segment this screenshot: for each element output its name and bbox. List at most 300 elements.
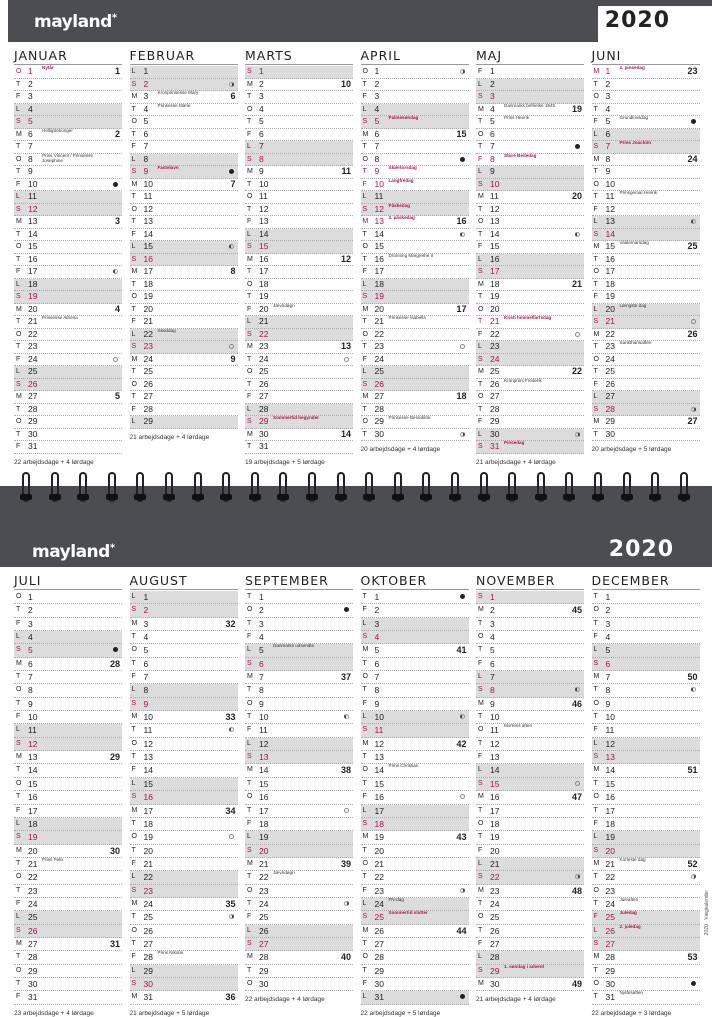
day-row[interactable] [592,379,700,392]
day-row[interactable] [361,684,469,697]
day-row[interactable] [130,216,238,229]
day-row[interactable] [476,266,584,279]
day-row[interactable] [361,711,469,724]
day-row[interactable] [592,166,700,179]
day-row[interactable] [592,951,700,964]
day-row[interactable] [361,429,469,442]
day-row[interactable] [14,711,122,724]
day-row[interactable] [14,631,122,644]
day-row[interactable] [245,204,353,217]
day-row[interactable] [14,66,122,79]
day-row[interactable] [14,591,122,604]
day-row[interactable] [476,684,584,697]
day-row[interactable] [361,591,469,604]
day-row[interactable] [245,898,353,911]
day-row[interactable] [14,191,122,204]
day-row[interactable] [361,644,469,657]
day-row[interactable] [245,116,353,129]
day-row[interactable] [361,618,469,631]
day-row[interactable] [592,658,700,671]
day-row[interactable] [592,91,700,104]
day-row[interactable] [361,341,469,354]
day-row[interactable] [592,751,700,764]
day-row[interactable] [130,66,238,79]
day-row[interactable] [245,845,353,858]
day-row[interactable] [361,764,469,777]
day-row[interactable] [245,925,353,938]
day-row[interactable] [14,404,122,417]
day-row[interactable] [245,279,353,292]
day-row[interactable] [592,858,700,871]
day-row[interactable] [476,154,584,167]
day-row[interactable] [361,216,469,229]
day-row[interactable] [130,644,238,657]
day-row[interactable] [14,871,122,884]
day-row[interactable] [476,724,584,737]
day-row[interactable] [130,191,238,204]
day-row[interactable] [476,845,584,858]
day-row[interactable] [14,429,122,442]
day-row[interactable] [476,951,584,964]
day-row[interactable] [130,341,238,354]
day-row[interactable] [245,366,353,379]
day-row[interactable] [592,316,700,329]
day-row[interactable] [130,805,238,818]
day-row[interactable] [592,898,700,911]
day-row[interactable] [476,764,584,777]
day-row[interactable] [361,354,469,367]
day-row[interactable] [14,858,122,871]
day-row[interactable] [476,631,584,644]
day-row[interactable] [476,604,584,617]
day-row[interactable] [245,416,353,429]
day-row[interactable] [592,885,700,898]
day-row[interactable] [14,644,122,657]
day-row[interactable] [130,618,238,631]
day-row[interactable] [592,831,700,844]
day-row[interactable] [130,104,238,117]
day-row[interactable] [14,604,122,617]
day-row[interactable] [476,911,584,924]
day-row[interactable] [245,241,353,254]
day-row[interactable] [476,751,584,764]
day-row[interactable] [592,416,700,429]
day-row[interactable] [130,229,238,242]
day-row[interactable] [245,738,353,751]
day-row[interactable] [476,204,584,217]
day-row[interactable] [476,416,584,429]
day-row[interactable] [361,604,469,617]
day-row[interactable] [14,166,122,179]
day-row[interactable] [14,441,122,454]
day-row[interactable] [14,254,122,267]
day-row[interactable] [592,618,700,631]
day-row[interactable] [361,266,469,279]
day-row[interactable] [245,591,353,604]
day-row[interactable] [130,711,238,724]
day-row[interactable] [245,711,353,724]
day-row[interactable] [361,751,469,764]
day-row[interactable] [592,604,700,617]
day-row[interactable] [476,831,584,844]
day-row[interactable] [592,404,700,417]
day-row[interactable] [476,354,584,367]
day-row[interactable] [592,154,700,167]
day-row[interactable] [592,241,700,254]
day-row[interactable] [130,818,238,831]
day-row[interactable] [476,129,584,142]
day-row[interactable] [245,871,353,884]
day-row[interactable] [130,658,238,671]
day-row[interactable] [592,266,700,279]
day-row[interactable] [245,391,353,404]
day-row[interactable] [361,254,469,267]
day-row[interactable] [592,191,700,204]
day-row[interactable] [245,229,353,242]
day-row[interactable] [476,818,584,831]
day-row[interactable] [592,818,700,831]
day-row[interactable] [14,738,122,751]
day-row[interactable] [476,644,584,657]
day-row[interactable] [130,631,238,644]
day-row[interactable] [130,738,238,751]
day-row[interactable] [361,229,469,242]
day-row[interactable] [14,366,122,379]
day-row[interactable] [130,129,238,142]
day-row[interactable] [14,204,122,217]
day-row[interactable] [14,751,122,764]
day-row[interactable] [14,279,122,292]
day-row[interactable] [130,391,238,404]
day-row[interactable] [130,751,238,764]
day-row[interactable] [245,631,353,644]
day-row[interactable] [361,831,469,844]
day-row[interactable] [476,116,584,129]
day-row[interactable] [592,204,700,217]
day-row[interactable] [245,141,353,154]
day-row[interactable] [361,316,469,329]
day-row[interactable] [245,764,353,777]
day-row[interactable] [476,229,584,242]
day-row[interactable] [361,366,469,379]
day-row[interactable] [592,66,700,79]
day-row[interactable] [245,179,353,192]
day-row[interactable] [361,991,469,1004]
day-row[interactable] [361,925,469,938]
day-row[interactable] [361,778,469,791]
day-row[interactable] [14,898,122,911]
day-row[interactable] [245,129,353,142]
day-row[interactable] [592,938,700,951]
day-row[interactable] [245,354,353,367]
day-row[interactable] [14,416,122,429]
day-row[interactable] [476,858,584,871]
day-row[interactable] [361,658,469,671]
day-row[interactable] [361,416,469,429]
day-row[interactable] [361,141,469,154]
day-row[interactable] [14,818,122,831]
day-row[interactable] [130,965,238,978]
day-row[interactable] [130,978,238,991]
day-row[interactable] [592,391,700,404]
day-row[interactable] [245,684,353,697]
day-row[interactable] [14,104,122,117]
day-row[interactable] [476,671,584,684]
day-row[interactable] [361,845,469,858]
day-row[interactable] [592,631,700,644]
day-row[interactable] [476,254,584,267]
day-row[interactable] [245,429,353,442]
day-row[interactable] [476,291,584,304]
day-row[interactable] [245,805,353,818]
day-row[interactable] [245,698,353,711]
day-row[interactable] [476,938,584,951]
day-row[interactable] [592,591,700,604]
day-row[interactable] [476,179,584,192]
day-row[interactable] [361,898,469,911]
day-row[interactable] [130,938,238,951]
day-row[interactable] [245,329,353,342]
day-row[interactable] [361,279,469,292]
day-row[interactable] [361,129,469,142]
day-row[interactable] [476,658,584,671]
day-row[interactable] [130,291,238,304]
day-row[interactable] [14,216,122,229]
day-row[interactable] [245,341,353,354]
day-row[interactable] [592,805,700,818]
day-row[interactable] [245,658,353,671]
day-row[interactable] [130,684,238,697]
day-row[interactable] [245,818,353,831]
day-row[interactable] [245,441,353,454]
day-row[interactable] [14,724,122,737]
day-row[interactable] [130,266,238,279]
day-row[interactable] [14,618,122,631]
day-row[interactable] [476,698,584,711]
day-row[interactable] [592,644,700,657]
day-row[interactable] [130,404,238,417]
day-row[interactable] [476,279,584,292]
day-row[interactable] [130,831,238,844]
day-row[interactable] [245,191,353,204]
day-row[interactable] [361,391,469,404]
day-row[interactable] [245,604,353,617]
day-row[interactable] [130,379,238,392]
day-row[interactable] [361,738,469,751]
day-row[interactable] [245,951,353,964]
day-row[interactable] [130,241,238,254]
day-row[interactable] [476,591,584,604]
day-row[interactable] [245,618,353,631]
day-row[interactable] [476,965,584,978]
day-row[interactable] [130,329,238,342]
day-row[interactable] [245,885,353,898]
day-row[interactable] [245,791,353,804]
day-row[interactable] [14,229,122,242]
day-row[interactable] [592,79,700,92]
day-row[interactable] [245,778,353,791]
day-row[interactable] [130,254,238,267]
day-row[interactable] [361,965,469,978]
day-row[interactable] [14,938,122,951]
day-row[interactable] [592,279,700,292]
day-row[interactable] [14,845,122,858]
day-row[interactable] [14,671,122,684]
day-row[interactable] [130,951,238,964]
day-row[interactable] [130,166,238,179]
day-row[interactable] [130,116,238,129]
day-row[interactable] [476,618,584,631]
day-row[interactable] [245,938,353,951]
day-row[interactable] [14,991,122,1004]
day-row[interactable] [130,671,238,684]
day-row[interactable] [476,391,584,404]
day-row[interactable] [476,316,584,329]
day-row[interactable] [592,141,700,154]
day-row[interactable] [245,724,353,737]
day-row[interactable] [361,818,469,831]
day-row[interactable] [592,978,700,991]
day-row[interactable] [592,738,700,751]
day-row[interactable] [592,304,700,317]
day-row[interactable] [14,316,122,329]
day-row[interactable] [130,416,238,429]
day-row[interactable] [592,216,700,229]
day-row[interactable] [476,166,584,179]
day-row[interactable] [14,684,122,697]
day-row[interactable] [130,591,238,604]
day-row[interactable] [245,316,353,329]
day-row[interactable] [130,791,238,804]
day-row[interactable] [476,79,584,92]
day-row[interactable] [14,329,122,342]
day-row[interactable] [14,805,122,818]
day-row[interactable] [130,925,238,938]
day-row[interactable] [476,791,584,804]
day-row[interactable] [130,871,238,884]
day-row[interactable] [592,925,700,938]
day-row[interactable] [245,965,353,978]
day-row[interactable] [592,764,700,777]
day-row[interactable] [361,871,469,884]
day-row[interactable] [476,404,584,417]
day-row[interactable] [14,291,122,304]
day-row[interactable] [592,845,700,858]
day-row[interactable] [245,911,353,924]
day-row[interactable] [245,671,353,684]
day-row[interactable] [14,911,122,924]
day-row[interactable] [14,391,122,404]
day-row[interactable] [361,724,469,737]
day-row[interactable] [14,91,122,104]
day-row[interactable] [476,805,584,818]
day-row[interactable] [361,791,469,804]
day-row[interactable] [592,698,700,711]
day-row[interactable] [476,341,584,354]
day-row[interactable] [361,116,469,129]
day-row[interactable] [14,885,122,898]
day-row[interactable] [130,858,238,871]
day-row[interactable] [361,978,469,991]
day-row[interactable] [476,379,584,392]
day-row[interactable] [245,254,353,267]
day-row[interactable] [14,925,122,938]
day-row[interactable] [130,885,238,898]
day-row[interactable] [14,951,122,964]
day-row[interactable] [592,711,700,724]
day-row[interactable] [476,329,584,342]
day-row[interactable] [130,778,238,791]
day-row[interactable] [245,104,353,117]
day-row[interactable] [592,116,700,129]
day-row[interactable] [476,925,584,938]
day-row[interactable] [245,154,353,167]
day-row[interactable] [361,379,469,392]
day-row[interactable] [245,379,353,392]
day-row[interactable] [592,254,700,267]
day-row[interactable] [476,711,584,724]
day-row[interactable] [361,671,469,684]
day-row[interactable] [14,658,122,671]
day-row[interactable] [476,441,584,454]
day-row[interactable] [14,266,122,279]
day-row[interactable] [130,304,238,317]
day-row[interactable] [361,631,469,644]
day-row[interactable] [14,354,122,367]
day-row[interactable] [130,845,238,858]
day-row[interactable] [476,191,584,204]
day-row[interactable] [14,831,122,844]
day-row[interactable] [245,858,353,871]
day-row[interactable] [476,778,584,791]
day-row[interactable] [130,279,238,292]
day-row[interactable] [130,911,238,924]
day-row[interactable] [245,216,353,229]
day-row[interactable] [130,179,238,192]
day-row[interactable] [361,79,469,92]
day-row[interactable] [476,885,584,898]
day-row[interactable] [361,91,469,104]
day-row[interactable] [14,129,122,142]
day-row[interactable] [361,951,469,964]
day-row[interactable] [361,858,469,871]
day-row[interactable] [245,79,353,92]
day-row[interactable] [592,671,700,684]
day-row[interactable] [592,965,700,978]
day-row[interactable] [245,166,353,179]
day-row[interactable] [476,66,584,79]
day-row[interactable] [592,911,700,924]
day-row[interactable] [14,154,122,167]
day-row[interactable] [14,341,122,354]
day-row[interactable] [361,911,469,924]
day-row[interactable] [592,429,700,442]
day-row[interactable] [592,354,700,367]
day-row[interactable] [14,978,122,991]
day-row[interactable] [476,216,584,229]
day-row[interactable] [130,604,238,617]
day-row[interactable] [592,366,700,379]
day-row[interactable] [245,831,353,844]
day-row[interactable] [14,698,122,711]
day-row[interactable] [361,291,469,304]
day-row[interactable] [14,241,122,254]
day-row[interactable] [14,379,122,392]
day-row[interactable] [130,141,238,154]
day-row[interactable] [130,354,238,367]
day-row[interactable] [592,778,700,791]
day-row[interactable] [361,329,469,342]
